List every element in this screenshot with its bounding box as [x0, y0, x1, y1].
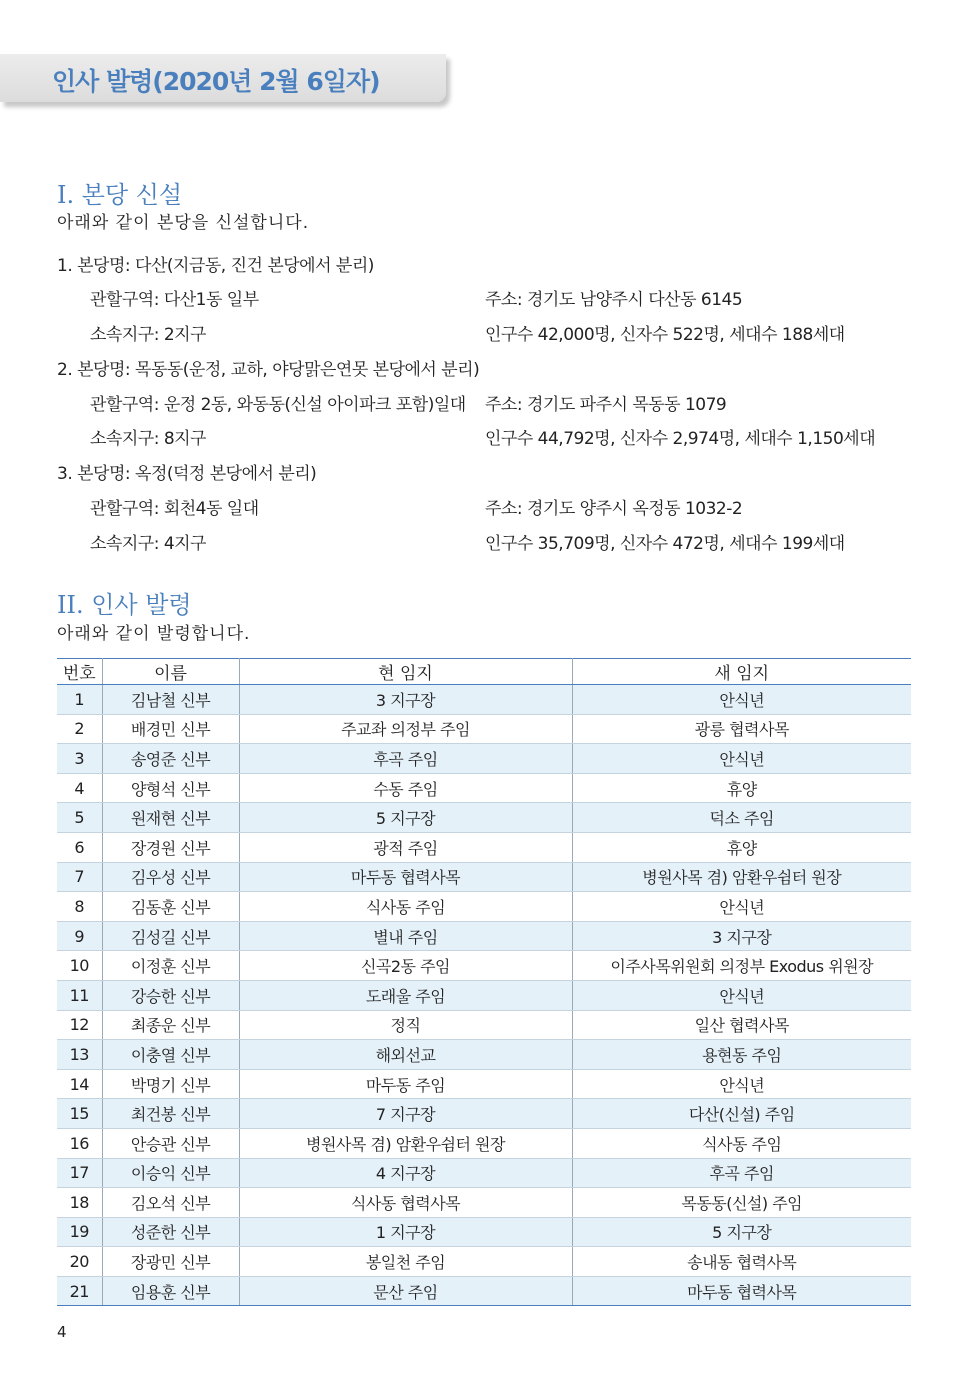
- current-post: 3 지구장: [239, 685, 572, 715]
- new-post: 5 지구장: [572, 1217, 911, 1247]
- current-post: 후곡 주임: [239, 744, 572, 774]
- row-number: 2: [57, 714, 102, 744]
- new-post: 목동동(신설) 주임: [572, 1188, 911, 1218]
- table-row: [57, 862, 911, 892]
- new-post: 광릉 협력사목: [572, 714, 911, 744]
- current-post: 식사동 주임: [239, 892, 572, 922]
- priest-name: 이정훈 신부: [102, 951, 239, 981]
- current-post: 도래울 주임: [239, 980, 572, 1010]
- new-post: 휴양: [572, 832, 911, 862]
- table-row: [57, 1069, 911, 1099]
- new-post: 덕소 주임: [572, 803, 911, 833]
- row-number: 15: [57, 1099, 102, 1129]
- table-row: [57, 1158, 911, 1188]
- section1-heading: Ⅰ. 본당 신설: [57, 181, 183, 209]
- table-row: [57, 773, 911, 803]
- priest-name: 김동훈 신부: [102, 892, 239, 922]
- current-post: 7 지구장: [239, 1099, 572, 1129]
- parish-title: 3. 본당명: 옥정(덕정 본당에서 분리): [57, 464, 317, 484]
- priest-name: 박명기 신부: [102, 1069, 239, 1099]
- row-number: 13: [57, 1040, 102, 1070]
- table-row: [57, 921, 911, 951]
- table-row: [57, 1217, 911, 1247]
- row-number: 6: [57, 832, 102, 862]
- current-post: 수동 주임: [239, 773, 572, 803]
- new-post: 안식년: [572, 892, 911, 922]
- priest-name: 김남철 신부: [102, 685, 239, 715]
- current-post: 광적 주임: [239, 832, 572, 862]
- row-number: 5: [57, 803, 102, 833]
- table-row: [57, 1188, 911, 1218]
- parish-address: 주소: 경기도 파주시 목동동 1079: [485, 395, 727, 415]
- table-row: [57, 714, 911, 744]
- current-post: 병원사목 겸) 암환우쉼터 원장: [239, 1128, 572, 1158]
- current-post: 1 지구장: [239, 1217, 572, 1247]
- table-row: [57, 1128, 911, 1158]
- new-post: 일산 협력사목: [572, 1010, 911, 1040]
- table-header-row: [57, 659, 911, 685]
- new-post: 휴양: [572, 773, 911, 803]
- priest-name: 최종운 신부: [102, 1010, 239, 1040]
- column-header-name: 이름: [102, 659, 239, 685]
- row-number: 7: [57, 862, 102, 892]
- new-post: 이주사목위원회 의정부 Exodus 위원장: [572, 951, 911, 981]
- table-row: [57, 892, 911, 922]
- priest-name: 장광민 신부: [102, 1247, 239, 1277]
- table-row: [57, 980, 911, 1010]
- parish-stats: 인구수 42,000명, 신자수 522명, 세대수 188세대: [485, 325, 845, 345]
- table-row: [57, 1247, 911, 1277]
- priest-name: 강승한 신부: [102, 980, 239, 1010]
- table-row: [57, 1099, 911, 1129]
- current-post: 마두동 협력사목: [239, 862, 572, 892]
- column-header-number: 번호: [57, 659, 102, 685]
- page-number: 4: [57, 1323, 67, 1341]
- new-post: 송내동 협력사목: [572, 1247, 911, 1277]
- priest-name: 이승익 신부: [102, 1158, 239, 1188]
- parish-district: 소속지구: 4지구: [90, 534, 206, 554]
- current-post: 문산 주임: [239, 1276, 572, 1306]
- new-post: 후곡 주임: [572, 1158, 911, 1188]
- priest-name: 안승관 신부: [102, 1128, 239, 1158]
- parish-title: 2. 본당명: 목동동(운정, 교하, 야당맑은연못 본당에서 분리): [57, 360, 480, 380]
- new-post: 다산(신설) 주임: [572, 1099, 911, 1129]
- priest-name: 장경원 신부: [102, 832, 239, 862]
- row-number: 20: [57, 1247, 102, 1277]
- parish-district: 소속지구: 2지구: [90, 325, 206, 345]
- parish-title: 1. 본당명: 다산(지금동, 진건 본당에서 분리): [57, 256, 374, 276]
- section1-intro: 아래와 같이 본당을 신설합니다.: [57, 213, 310, 233]
- new-post: 마두동 협력사목: [572, 1276, 911, 1306]
- row-number: 4: [57, 773, 102, 803]
- current-post: 4 지구장: [239, 1158, 572, 1188]
- current-post: 별내 주임: [239, 921, 572, 951]
- table-row: [57, 832, 911, 862]
- page-title: 인사 발령(2020년 2월 6일자): [52, 67, 380, 96]
- table-row: [57, 951, 911, 981]
- priest-name: 최건봉 신부: [102, 1099, 239, 1129]
- parish-stats: 인구수 44,792명, 신자수 2,974명, 세대수 1,150세대: [485, 429, 876, 449]
- section2-intro: 아래와 같이 발령합니다.: [57, 624, 251, 644]
- row-number: 21: [57, 1276, 102, 1306]
- priest-name: 김우성 신부: [102, 862, 239, 892]
- current-post: 5 지구장: [239, 803, 572, 833]
- current-post: 봉일천 주임: [239, 1247, 572, 1277]
- parish-stats: 인구수 35,709명, 신자수 472명, 세대수 199세대: [485, 534, 845, 554]
- row-number: 16: [57, 1128, 102, 1158]
- new-post: 안식년: [572, 744, 911, 774]
- row-number: 14: [57, 1069, 102, 1099]
- row-number: 10: [57, 951, 102, 981]
- table-row: [57, 685, 911, 715]
- priest-name: 임용훈 신부: [102, 1276, 239, 1306]
- table-row: [57, 1010, 911, 1040]
- current-post: 해외선교: [239, 1040, 572, 1070]
- row-number: 12: [57, 1010, 102, 1040]
- column-header-new-post: 새 임지: [572, 659, 911, 685]
- row-number: 9: [57, 921, 102, 951]
- priest-name: 양형석 신부: [102, 773, 239, 803]
- current-post: 주교좌 의정부 주임: [239, 714, 572, 744]
- priest-name: 김성길 신부: [102, 921, 239, 951]
- priest-name: 김오석 신부: [102, 1188, 239, 1218]
- header-banner: [0, 54, 446, 102]
- column-header-current-post: 현 임지: [239, 659, 572, 685]
- row-number: 11: [57, 980, 102, 1010]
- appointments-table: [57, 658, 911, 1306]
- priest-name: 원재현 신부: [102, 803, 239, 833]
- parish-address: 주소: 경기도 양주시 옥정동 1032-2: [485, 499, 743, 519]
- new-post: 안식년: [572, 685, 911, 715]
- new-post: 용현동 주임: [572, 1040, 911, 1070]
- row-number: 19: [57, 1217, 102, 1247]
- priest-name: 배경민 신부: [102, 714, 239, 744]
- current-post: 정직: [239, 1010, 572, 1040]
- parish-district: 소속지구: 8지구: [90, 429, 206, 449]
- parish-area: 관할구역: 회천4동 일대: [90, 499, 259, 519]
- table-row: [57, 1040, 911, 1070]
- parish-area: 관할구역: 다산1동 일부: [90, 290, 259, 310]
- table-row: [57, 744, 911, 774]
- section2-heading: II. 인사 발령: [57, 591, 192, 619]
- new-post: 안식년: [572, 980, 911, 1010]
- parish-address: 주소: 경기도 남양주시 다산동 6145: [485, 290, 743, 310]
- new-post: 3 지구장: [572, 921, 911, 951]
- new-post: 병원사목 겸) 암환우쉼터 원장: [572, 862, 911, 892]
- row-number: 8: [57, 892, 102, 922]
- priest-name: 이충열 신부: [102, 1040, 239, 1070]
- new-post: 식사동 주임: [572, 1128, 911, 1158]
- row-number: 17: [57, 1158, 102, 1188]
- row-number: 3: [57, 744, 102, 774]
- current-post: 신곡2동 주임: [239, 951, 572, 981]
- new-post: 안식년: [572, 1069, 911, 1099]
- parish-area: 관할구역: 운정 2동, 와동동(신설 아이파크 포함)일대: [90, 395, 466, 415]
- current-post: 마두동 주임: [239, 1069, 572, 1099]
- table-row: [57, 803, 911, 833]
- table-row: [57, 1276, 911, 1306]
- priest-name: 성준한 신부: [102, 1217, 239, 1247]
- current-post: 식사동 협력사목: [239, 1188, 572, 1218]
- row-number: 1: [57, 685, 102, 715]
- table-body: [57, 685, 911, 1306]
- row-number: 18: [57, 1188, 102, 1218]
- priest-name: 송영준 신부: [102, 744, 239, 774]
